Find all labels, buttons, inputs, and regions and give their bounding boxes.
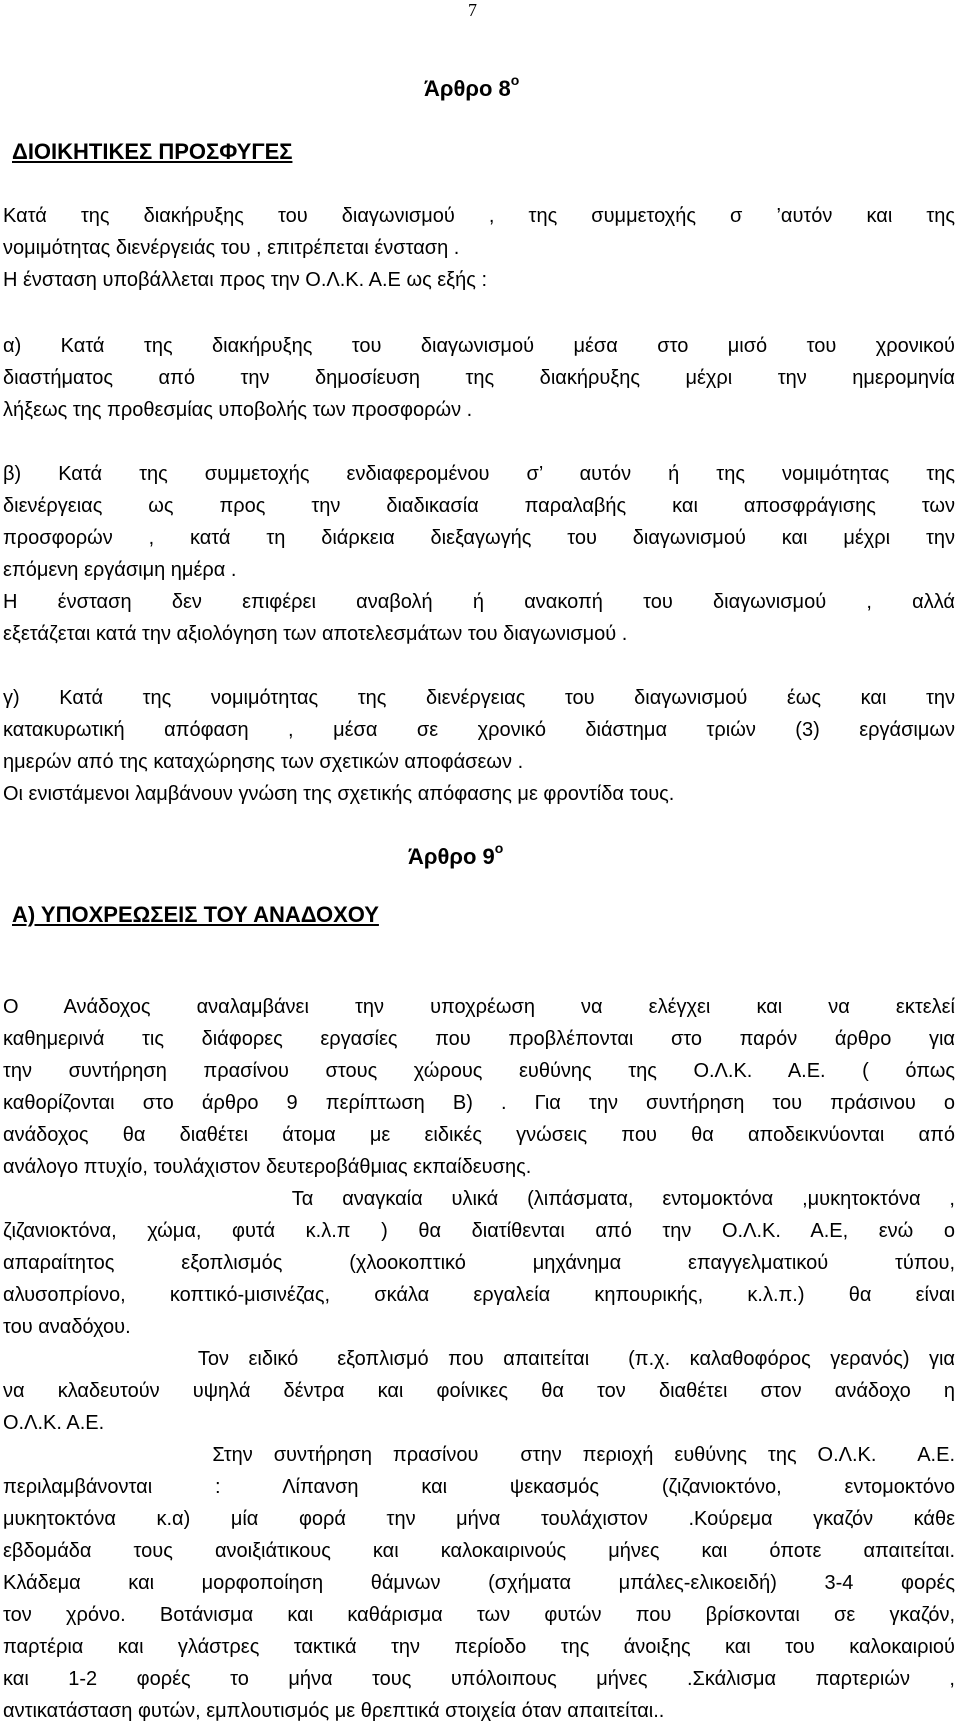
contractor-text-line: εβδομάδα τους ανοιξιάτικους και καλοκαιρινούς μήνες και όποτε απαιτείται. (3, 1540, 955, 1562)
intro-line: νομιμότητας διενέργειάς του , επιτρέπεται ένσταση . (3, 237, 460, 259)
contractor-text-line: ανάλογο πτυχίο, τουλάχιστον δευτεροβάθμιας εκπαίδευσης. (3, 1156, 532, 1178)
contractor-text-line: Κλάδεμα και μορφοποίηση θάμνων (σχήματα μπάλες-ελικοειδή) 3-4 φορές (3, 1572, 955, 1594)
article-9-label: Άρθρο 9 (408, 844, 495, 869)
article-9-title (408, 840, 504, 870)
article-8-ordinal: ο (510, 72, 520, 88)
contractor-text-line: του αναδόχου. (3, 1316, 131, 1338)
contractor-text-line: Στην συντήρηση πρασίνου στην περιοχή ευθύνης της Ο.Λ.Κ. Α.Ε. (3, 1444, 955, 1466)
contractor-text-line: Ο Ανάδοχος αναλαμβάνει την υποχρέωση να ελέγχει και να εκτελεί (3, 996, 955, 1018)
para-a-line: διαστήματος από την δημοσίευση της διακήρυξης μέχρι την ημερομηνία (3, 367, 955, 389)
contractor-text-line: Τον ειδικό εξοπλισμό που απαιτείται (π.χ. καλαθοφόρος γερανός) για (3, 1348, 955, 1370)
para-b-line: Η ένσταση δεν επιφέρει αναβολή ή ανακοπή του διαγωνισμού , αλλά (3, 591, 955, 613)
paragraph-c (3, 682, 955, 810)
para-b-line: επόμενη εργάσιμη ημέρα . (3, 559, 237, 581)
contractor-obligations-text (3, 991, 955, 1727)
section-heading-contractor-obligations: Α) ΥΠΟΧΡΕΩΣΕΙΣ ΤΟΥ ΑΝΑΔΟΧΟΥ (12, 902, 379, 927)
contractor-text-line: Τα αναγκαία υλικά (λιπάσματα, εντομοκτόνα ,μυκητοκτόνα , (3, 1188, 955, 1210)
paragraph-b (3, 458, 955, 650)
article-8-label: Άρθρο 8 (424, 76, 511, 101)
contractor-text-line: καθορίζονται στο άρθρο 9 περίπτωση Β) . Για την συντήρηση του πράσινου ο (3, 1092, 955, 1114)
contractor-text-line: τον χρόνο. Βοτάνισμα και καθάρισμα των φυτών που βρίσκονται σε γκαζόν, (3, 1604, 955, 1626)
para-b-line: προσφορών , κατά τη διάρκεια διεξαγωγής του διαγωνισμού και μέχρι την (3, 527, 955, 549)
contractor-text-line: παρτέρια και γλάστρες τακτικά την περίοδο της άνοιξης και του καλοκαιριού (3, 1636, 955, 1658)
page-number: 7 (468, 0, 477, 20)
contractor-text-line: την συντήρηση πρασίνου στους χώρους ευθύνης της Ο.Λ.Κ. Α.Ε. ( όπως (3, 1060, 955, 1082)
contractor-text-line: αντικατάσταση φυτών, εμπλουτισμός με θρεπτικά στοιχεία όταν απαιτείται.. (3, 1700, 665, 1722)
contractor-text-line: καθημερινά τις διάφορες εργασίες που προβλέπονται στο παρόν άρθρο για (3, 1028, 955, 1050)
intro-line: Η ένσταση υποβάλλεται προς την Ο.Λ.Κ. Α.Ε ως εξής : (3, 269, 488, 291)
para-c-line: ημερών από της καταχώρησης των σχετικών αποφάσεων . (3, 751, 524, 773)
para-c-line: γ) Κατά της νομιμότητας της διενέργειας του διαγωνισμού έως και την (3, 687, 955, 709)
para-c-line: Οι ενιστάμενοι λαμβάνουν γνώση της σχετικής απόφασης με φροντίδα τους. (3, 783, 675, 805)
contractor-text-line: Ο.Λ.Κ. Α.Ε. (3, 1412, 105, 1434)
contractor-text-line: μυκητοκτόνα κ.α) μία φορά την μήνα τουλάχιστον .Κούρεμα γκαζόν κάθε (3, 1508, 955, 1530)
intro-paragraph (3, 200, 955, 296)
section-heading-administrative-appeals: ΔΙΟΙΚΗΤΙΚΕΣ ΠΡΟΣΦΥΓΕΣ (12, 139, 293, 164)
contractor-text-line: περιλαμβάνονται : Λίπανση και ψεκασμός (ζιζανιοκτόνο, εντομοκτόνο (3, 1476, 955, 1498)
para-a-line: α) Κατά της διακήρυξης του διαγωνισμού μέσα στο μισό του χρονικού (3, 335, 955, 357)
para-b-line: εξετάζεται κατά την αξιολόγηση των αποτελεσμάτων του διαγωνισμού . (3, 623, 628, 645)
para-a-line: λήξεως της προθεσμίας υποβολής των προσφορών . (3, 399, 473, 421)
paragraph-a (3, 330, 955, 426)
contractor-text-line: απαραίτητος εξοπλισμός (χλοοκοπτικό μηχάνημα επαγγελματικού τύπου, (3, 1252, 955, 1274)
intro-line: Κατά της διακήρυξης του διαγωνισμού , της συμμετοχής σ ’αυτόν και της (3, 205, 955, 227)
para-c-line: κατακυρωτική απόφαση , μέσα σε χρονικό διάστημα τριών (3) εργάσιμων (3, 719, 955, 741)
para-b-line: διενέργειας ως προς την διαδικασία παραλαβής και αποσφράγισης των (3, 495, 955, 517)
article-9-ordinal: ο (494, 840, 504, 856)
contractor-text-line: αλυσοπρίονο, κοπτικό-μισινέζας, σκάλα εργαλεία κηπουρικής, κ.λ.π.) θα είναι (3, 1284, 955, 1306)
contractor-text-line: ανάδοχος θα διαθέτει άτομα με ειδικές γνώσεις που θα αποδεικνύονται από (3, 1124, 955, 1146)
article-8-title (424, 72, 520, 102)
contractor-text-line: και 1-2 φορές το μήνα τους υπόλοιπους μήνες .Σκάλισμα παρτεριών , (3, 1668, 955, 1690)
contractor-text-line: ζιζανιοκτόνα, χώμα, φυτά κ.λ.π ) θα διατίθενται από την Ο.Λ.Κ. Α.Ε, ενώ ο (3, 1220, 955, 1242)
contractor-text-line: να κλαδευτούν υψηλά δέντρα και φοίνικες θα τον διαθέτει στον ανάδοχο η (3, 1380, 955, 1402)
para-b-line: β) Κατά της συμμετοχής ενδιαφερομένου σ’ αυτόν ή της νομιμότητας της (3, 463, 955, 485)
